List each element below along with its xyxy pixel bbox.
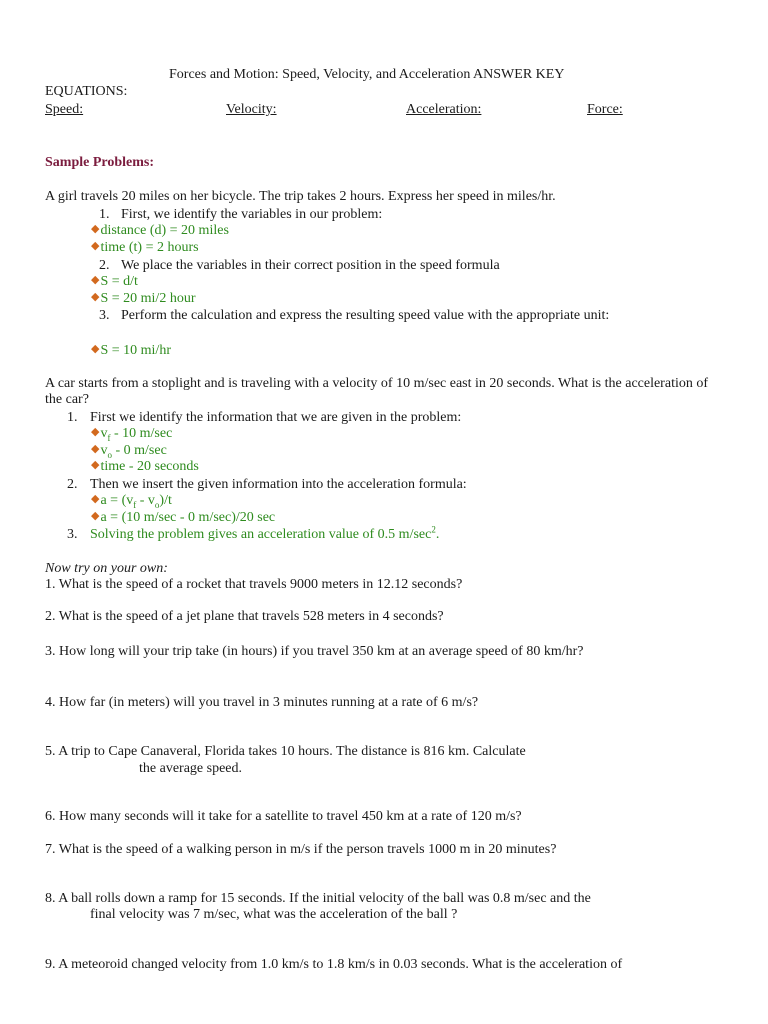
problem2-question-line1: A car starts from a stoplight and is traveling with a velocity of 10 m/sec east in 20 seconds. What is the acceleration of	[45, 376, 709, 391]
diamond-bullet-icon: ◆	[91, 223, 100, 235]
problem2-bullet-initial-velocity: $◆v_o - 0$ m/sec	[91, 443, 167, 460]
problem1-step3-number: 3.	[99, 308, 110, 323]
problem1-step2: We place the variables in their correct position in the speed formula	[121, 258, 500, 273]
question-8-line2: final velocity was 7 m/sec, what was the acceleration of the ball ?	[90, 907, 458, 922]
problem1-question: A girl travels 20 miles on her bicycle. The trip takes 2 hours. Express her speed in miles/hr.	[45, 189, 556, 204]
diamond-bullet-icon: ◆	[91, 493, 100, 505]
question-3: 3. How long will your trip take (in hours) if you travel 350 km at an average speed of 80 km/hr?	[45, 644, 584, 659]
problem2-step2: Then we insert the given information into the acceleration formula:	[90, 477, 467, 492]
sample-problems-heading: Sample Problems:	[45, 155, 155, 170]
problem1-bullet-answer: ◆S = 10 mi/hr	[91, 343, 171, 358]
diamond-bullet-icon: ◆	[91, 240, 100, 252]
diamond-bullet-icon: ◆	[91, 510, 100, 522]
problem1-step2-number: 2.	[99, 258, 110, 273]
question-1: 1. What is the speed of a rocket that travels 9000 meters in 12.12 seconds?	[45, 577, 463, 592]
diamond-bullet-icon: ◆	[91, 274, 100, 286]
question-6: 6. How many seconds will it take for a satellite to travel 450 km at a rate of 120 m/s?	[45, 809, 522, 824]
question-8-line1: 8. A ball rolls down a ramp for 15 seconds. If the initial velocity of the ball was 0.8 m/sec and the	[45, 891, 591, 906]
problem2-question-line2: the car?	[45, 392, 89, 407]
problem1-step1: First, we identify the variables in our problem:	[121, 207, 383, 222]
problem2-step1: First we identify the information that we are given in the problem:	[90, 410, 462, 425]
page-title: Forces and Motion: Speed, Velocity, and Acceleration ANSWER KEY	[169, 67, 565, 82]
diamond-bullet-icon: ◆	[91, 459, 100, 471]
question-7: 7. What is the speed of a walking person in m/s if the person travels 1000 m in 20 minutes?	[45, 842, 557, 857]
question-5-line2: the average speed.	[139, 761, 242, 776]
speed-equation-label: Speed:	[45, 102, 84, 117]
problem2-bullet-final-velocity: $◆v_f - 10$ m/sec	[91, 426, 173, 443]
question-9: 9. A meteoroid changed velocity from 1.0 km/s to 1.8 km/s in 0.03 seconds. What is the acceleration of	[45, 957, 623, 972]
diamond-bullet-icon: ◆	[91, 426, 100, 438]
problem2-step2-number: 2.	[67, 477, 78, 492]
problem1-bullet-formula: ◆S = d/t	[91, 274, 138, 289]
question-5-line1: 5. A trip to Cape Canaveral, Florida takes 10 hours. The distance is 816 km. Calculate	[45, 744, 526, 759]
question-4: 4. How far (in meters) will you travel in 3 minutes running at a rate of 6 m/s?	[45, 695, 479, 710]
problem1-step1-number: 1.	[99, 207, 110, 222]
diamond-bullet-icon: ◆	[91, 343, 100, 355]
problem2-bullet-time: ◆time - 20 seconds	[91, 459, 199, 474]
acceleration-equation-label: Acceleration:	[406, 102, 482, 117]
equations-heading: EQUATIONS:	[45, 84, 128, 99]
problem1-bullet-distance: ◆distance (d) = 20 miles	[91, 223, 229, 238]
diamond-bullet-icon: ◆	[91, 443, 100, 455]
problem2-step3-number: 3.	[67, 527, 78, 542]
practice-heading: Now try on your own:	[45, 561, 168, 576]
problem1-bullet-time: ◆time (t) = 2 hours	[91, 240, 199, 255]
problem2-step3-answer: Solving the problem gives an acceleration value of 0.5 $m/\sec^2$.	[90, 524, 440, 542]
problem1-bullet-substitution: ◆S = 20 mi/2 hour	[91, 291, 196, 306]
force-equation-label: Force:	[587, 102, 623, 117]
question-2: 2. What is the speed of a jet plane that travels 528 meters in 4 seconds?	[45, 609, 444, 624]
problem2-bullet-formula: ◆a = $(v_f - v_o)/t$	[91, 493, 172, 510]
problem2-step1-number: 1.	[67, 410, 78, 425]
problem2-bullet-substitution: ◆a = (10 m/sec - 0 m/sec)/20 sec	[91, 510, 276, 525]
velocity-equation-label: Velocity:	[226, 102, 277, 117]
diamond-bullet-icon: ◆	[91, 291, 100, 303]
problem1-step3: Perform the calculation and express the resulting speed value with the appropriate unit:	[121, 308, 610, 323]
